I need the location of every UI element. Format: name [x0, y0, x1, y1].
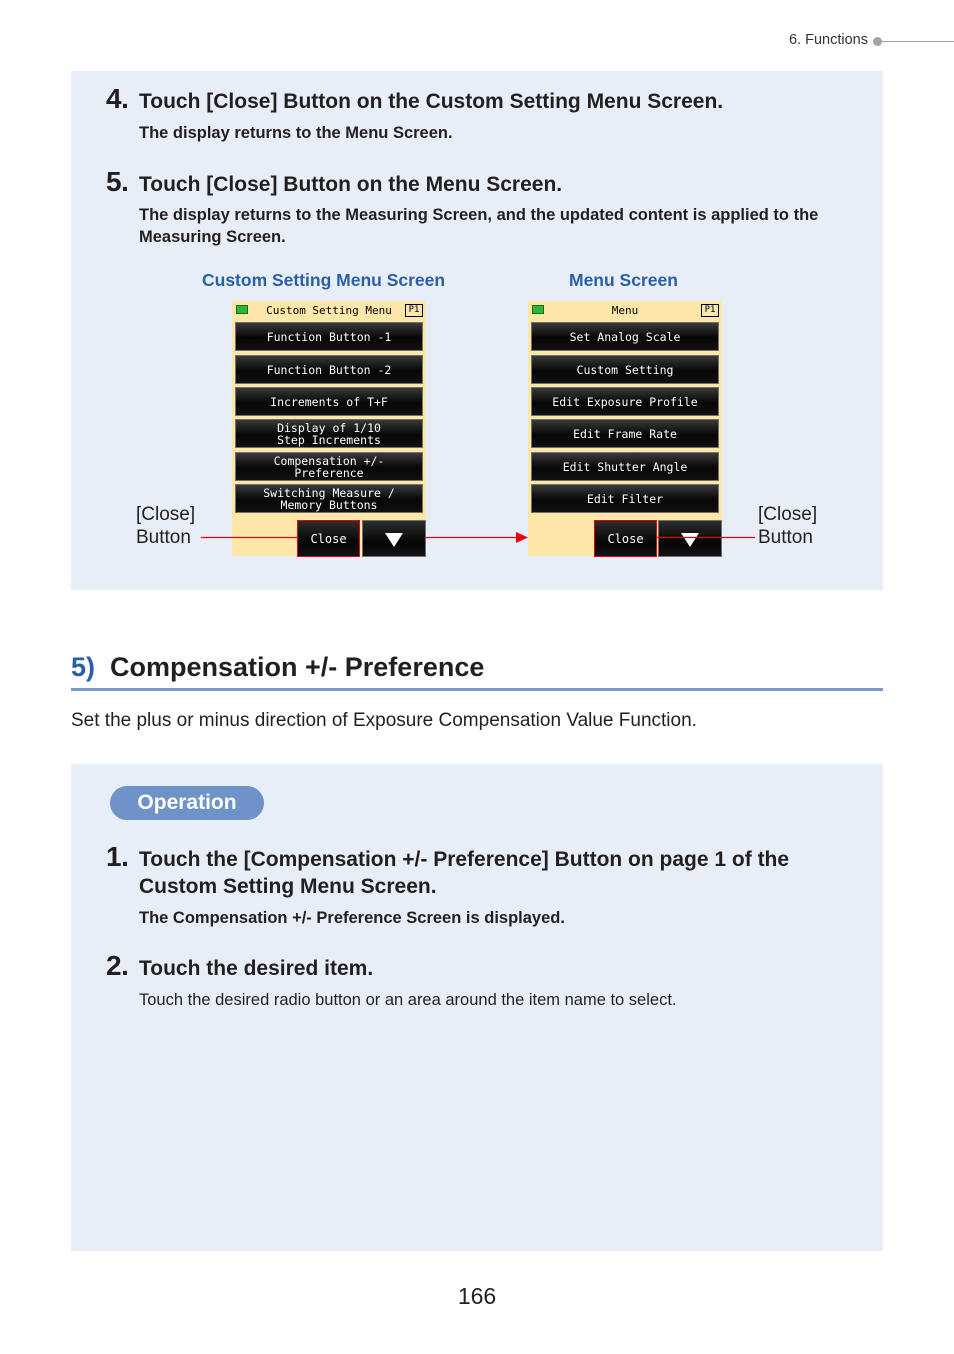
menu-button-edit-filter[interactable]: Edit Filter — [531, 484, 719, 513]
step-5-title: Touch [Close] Button on the Menu Screen. — [139, 173, 563, 196]
arrow-right-icon — [516, 532, 528, 543]
close-button[interactable]: Close — [594, 520, 657, 557]
step-1-number: 1. — [106, 841, 129, 872]
menu-button-custom-setting[interactable]: Custom Setting — [531, 355, 719, 384]
step-2-title: Touch the desired item. — [139, 957, 374, 980]
page-number: 166 — [457, 1283, 497, 1309]
section-description: Set the plus or minus direction of Exposure Compensation Value Function. — [71, 710, 697, 731]
step-2-desc: Touch the desired radio button or an area around the item name to select. — [139, 991, 677, 1009]
step-4-number: 4. — [106, 83, 129, 114]
left-callout-text: [Close] Button — [136, 504, 196, 548]
right-callout-text: [Close] Button — [758, 504, 818, 548]
step-1-desc: The Compensation +/- Preference Screen is displayed. — [139, 909, 565, 927]
section-title: Compensation +/- Preference — [110, 652, 485, 682]
menu-screen-caption: Menu Screen — [569, 270, 678, 290]
page-badge: P1 — [701, 304, 719, 317]
menu-button-edit-frame-rate[interactable]: Edit Frame Rate — [531, 419, 719, 448]
custom-screen-caption: Custom Setting Menu Screen — [202, 270, 446, 290]
left-callout-label — [136, 503, 195, 549]
screen-title: Menu — [611, 304, 639, 317]
menu-button-switching-measure[interactable]: Switching Measure / Memory Buttons — [235, 484, 423, 513]
section-rule — [71, 688, 883, 691]
step-2-number: 2. — [106, 950, 129, 981]
close-button[interactable]: Close — [297, 520, 360, 557]
menu-button-function-button-1[interactable]: Function Button -1 — [235, 322, 423, 351]
header-section-label: 6. Functions — [789, 32, 868, 48]
step-5-number: 5. — [106, 166, 129, 197]
step-4-desc: The display returns to the Menu Screen. — [139, 124, 453, 142]
menu-button-compensation-preference[interactable]: Compensation +/- Preference — [235, 452, 423, 481]
right-callout-label — [758, 503, 817, 549]
screen-title: Custom Setting Menu — [266, 304, 392, 317]
menu-button-function-button-2[interactable]: Function Button -2 — [235, 355, 423, 384]
step-1-title: Touch the [Compensation +/- Preference] Button on page 1 of the Custom Setting Menu Screen. — [139, 848, 790, 898]
menu-button-edit-exposure-profile[interactable]: Edit Exposure Profile — [531, 387, 719, 416]
menu-button-display-step[interactable]: Display of 1/10 Step Increments — [235, 419, 423, 448]
step-4-title: Touch [Close] Button on the Custom Setting Menu Screen. — [139, 90, 724, 113]
menu-button-increments-tf[interactable]: Increments of T+F — [235, 387, 423, 416]
page-badge: P1 — [405, 304, 423, 317]
menu-button-set-analog-scale[interactable]: Set Analog Scale — [531, 322, 719, 351]
operation-badge: Operation — [110, 786, 264, 820]
section-number: 5) — [71, 652, 96, 682]
step-5-desc: The display returns to the Measuring Screen, and the updated content is applied to the Measuring Screen. — [139, 206, 819, 246]
menu-button-edit-shutter-angle[interactable]: Edit Shutter Angle — [531, 452, 719, 481]
